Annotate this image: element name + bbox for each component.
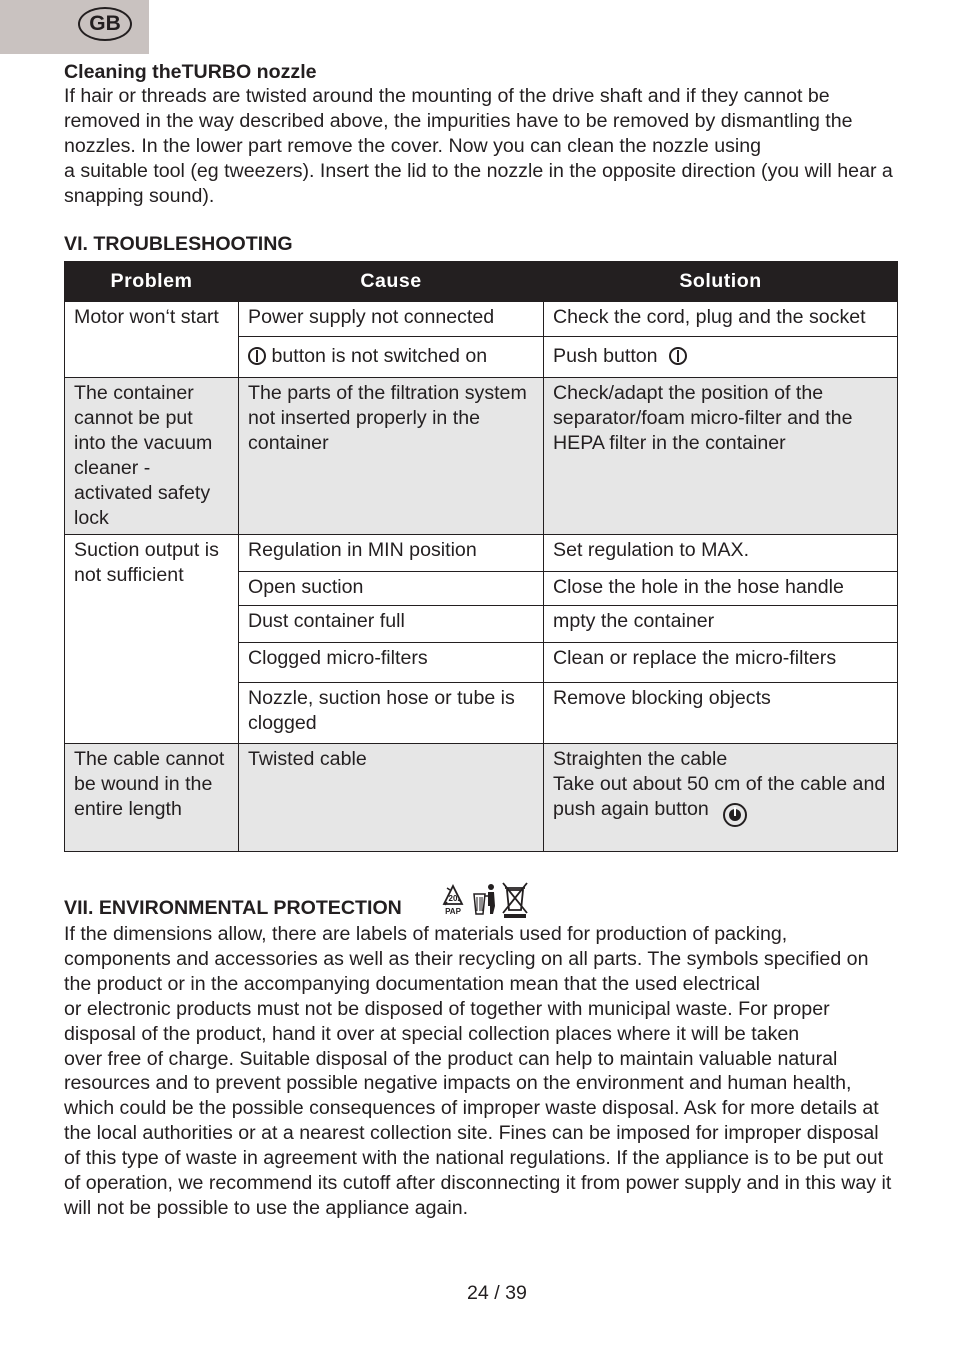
header-solution: Solution bbox=[544, 262, 898, 302]
problem-suction: Suction output is not sufficient bbox=[65, 535, 239, 744]
solution-text: Push button bbox=[553, 345, 658, 367]
crossed-out-bin-icon bbox=[503, 883, 527, 918]
solution-cell: Close the hole in the hose handle bbox=[544, 572, 898, 606]
recycle-code: 20 bbox=[448, 894, 458, 903]
cause-cell: Twisted cable bbox=[239, 744, 544, 852]
cause-text: button is not switched on bbox=[271, 345, 488, 367]
solution-text: Straighten the cable bbox=[553, 748, 728, 770]
recycling-symbols bbox=[438, 880, 533, 920]
table-row bbox=[65, 378, 898, 535]
table-row bbox=[65, 535, 898, 572]
solution-cell bbox=[544, 337, 898, 378]
cause-cell: Dust container full bbox=[239, 606, 544, 643]
table-row bbox=[65, 744, 898, 852]
header-cause: Cause bbox=[239, 262, 544, 302]
header-problem: Problem bbox=[65, 262, 239, 302]
cause-cell: Power supply not connected bbox=[239, 302, 544, 337]
table-row bbox=[65, 302, 898, 337]
language-tab bbox=[0, 0, 149, 54]
cause-cell bbox=[239, 337, 544, 378]
turbo-nozzle-text: If hair or threads are twisted around the mounting of the drive shaft and if they cannot be removed in the way described above, the impurities have to be removed by dismantling the nozzles. In the lower part remove the cover. Now you can clean the nozzle using a suitable tool (eg tweezers). Insert the lid to the nozzle in the opposite direction (you will hear a snapping sound). bbox=[64, 85, 893, 207]
problem-motor: Motor won‘t start bbox=[65, 302, 239, 378]
environment-title: VII. ENVIRONMENTAL PROTECTION bbox=[64, 897, 402, 919]
power-button-icon bbox=[669, 347, 687, 365]
cable-rewind-button-icon bbox=[723, 803, 747, 827]
language-badge: GB bbox=[78, 7, 132, 41]
power-button-icon bbox=[248, 347, 266, 365]
environment-text: If the dimensions allow, there are labels of materials used for production of packing, components and accessories as well as their recycling on all parts. The symbols specified on the product or in the accompanying documentation mean that the used electrical or electronic products must not be disposed of together with municipal waste. For proper disposal of the product, hand it over at special collection places where it will be taken over free of charge. Suitable disposal of the product can help to maintain valuable natural resources and to prevent possible negative impacts on the environment and human health, which could be the possible consequences of improper waste disposal. Ask for more details at the local authorities or at a nearest collection site. Fines can be imposed for improper disposal of this type of waste in agreement with the national regulations. If the appliance is to be put out of operation, we recommend its cutoff after disconnecting it from power supply and in this way it will not be possible to use the appliance again. bbox=[64, 923, 892, 1219]
troubleshooting-title: VI. TROUBLESHOOTING bbox=[64, 233, 293, 255]
turbo-nozzle-title: Cleaning theTURBO nozzle bbox=[64, 61, 317, 83]
cause-cell: Nozzle, suction hose or tube is clogged bbox=[239, 683, 544, 744]
solution-cell bbox=[544, 744, 898, 852]
solution-cell: Check/adapt the position of the separator/foam micro-filter and the HEPA filter in the container bbox=[544, 378, 898, 535]
solution-cell: Remove blocking objects bbox=[544, 683, 898, 744]
problem-container: The container cannot be put into the vacuum cleaner - activated safety lock bbox=[65, 378, 239, 535]
page-number: 24 / 39 bbox=[467, 1282, 527, 1304]
solution-cell: mpty the container bbox=[544, 606, 898, 643]
problem-cable: The cable cannot be wound in the entire length bbox=[65, 744, 239, 852]
table-header-row bbox=[65, 262, 898, 302]
recycle-pap-icon bbox=[444, 886, 462, 916]
solution-text-line bbox=[553, 772, 888, 827]
solution-text: Take out about 50 cm of the cable and push again button bbox=[553, 772, 886, 820]
solution-cell: Check the cord, plug and the socket bbox=[544, 302, 898, 337]
solution-cell: Clean or replace the micro-filters bbox=[544, 643, 898, 683]
solution-cell: Set regulation to MAX. bbox=[544, 535, 898, 572]
cause-cell: Open suction bbox=[239, 572, 544, 606]
recycle-label: PAP bbox=[445, 907, 461, 916]
environment-symbols bbox=[438, 880, 533, 925]
cause-cell: Regulation in MIN position bbox=[239, 535, 544, 572]
dispose-in-bin-icon bbox=[474, 884, 495, 914]
troubleshooting-table bbox=[64, 261, 898, 852]
cause-cell: The parts of the filtration system not inserted properly in the container bbox=[239, 378, 544, 535]
cause-cell: Clogged micro-filters bbox=[239, 643, 544, 683]
